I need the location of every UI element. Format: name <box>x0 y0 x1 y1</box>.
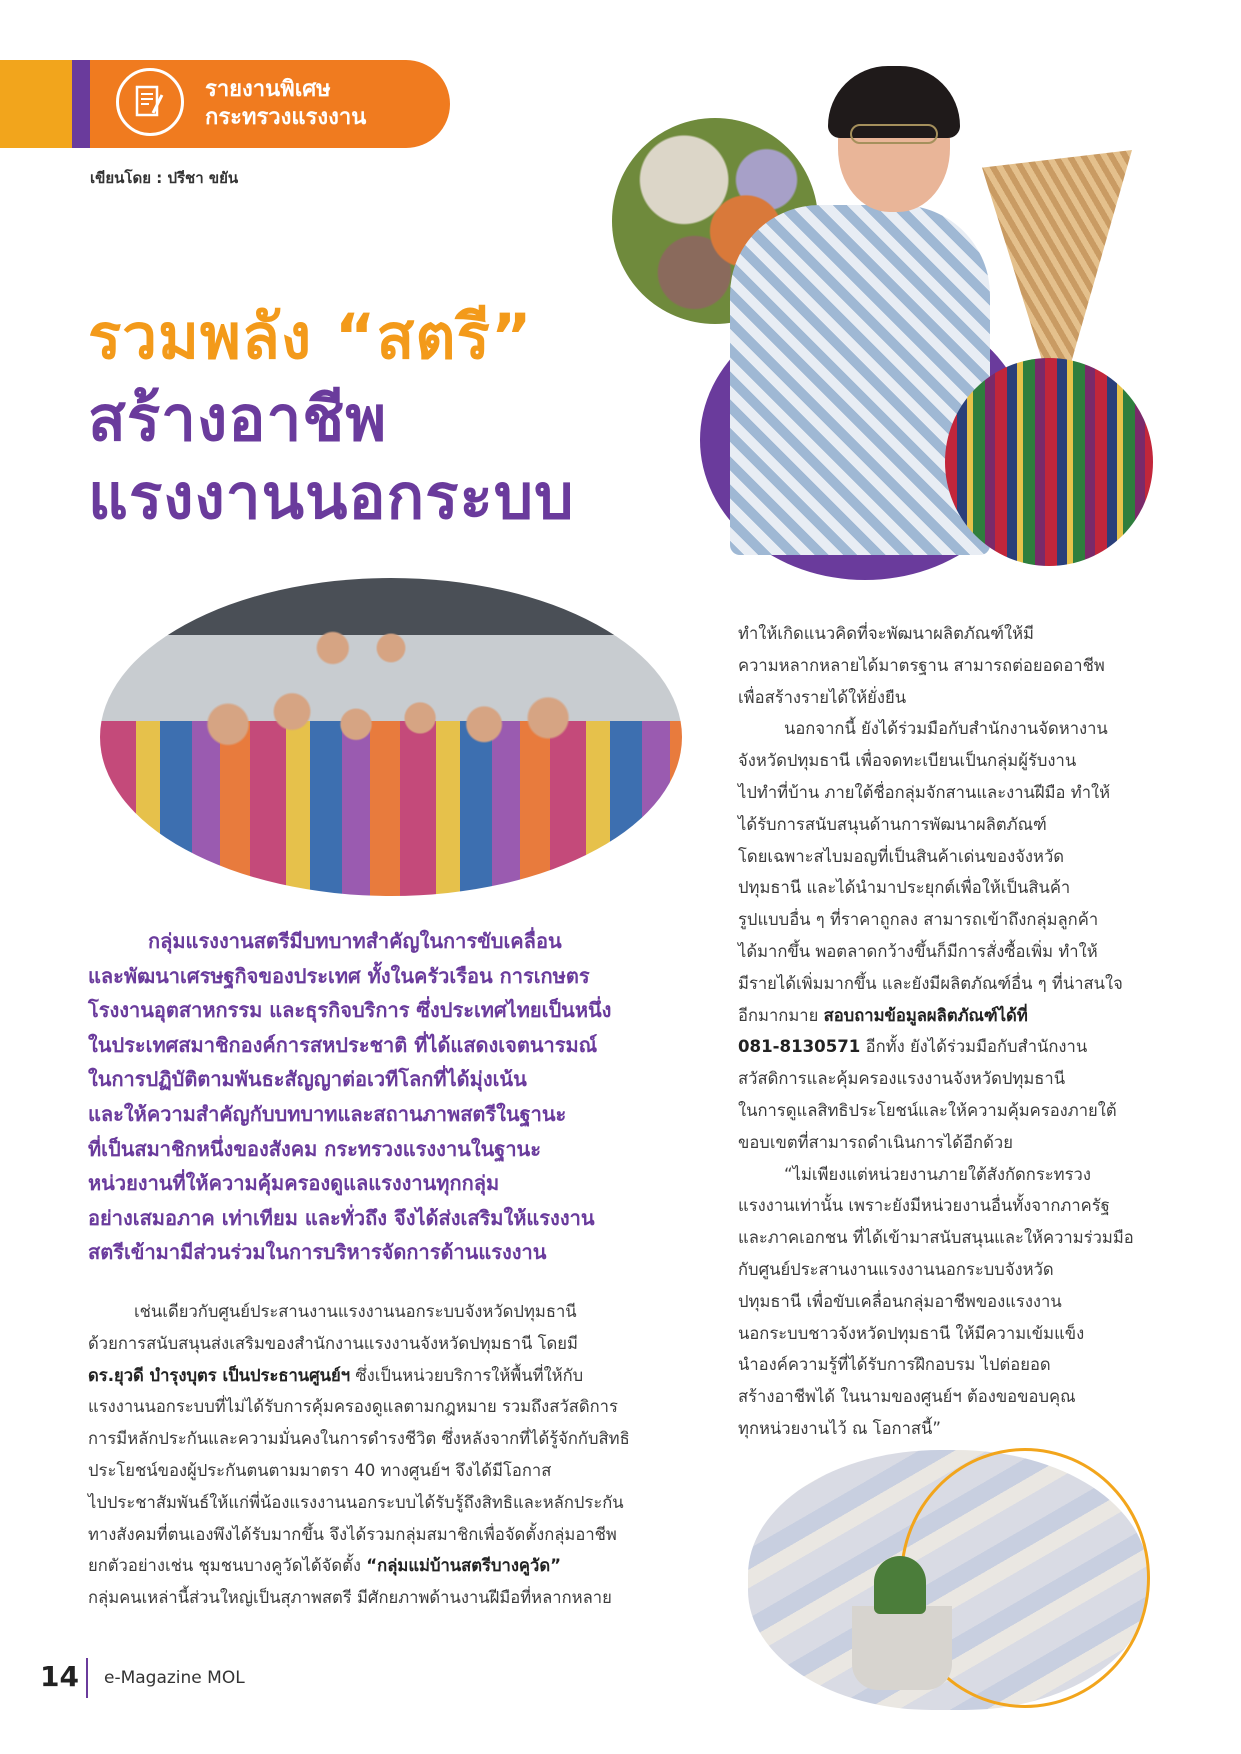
page-number: 14 <box>40 1660 79 1693</box>
magazine-name: e-Magazine MOL <box>104 1668 245 1688</box>
woven-basket-photo <box>982 150 1132 370</box>
body-line: เช่นเดียวกับศูนย์ประสานงานแรงงานนอกระบบจังหวัดปทุมธานี <box>134 1302 577 1321</box>
body-line: ประโยชน์ของผู้ประกันตนตามมาตรา 40 ทางศูนย์ฯ จึงได้มีโอกาส <box>88 1460 552 1480</box>
lead-line: หน่วยงานที่ให้ความคุ้มครองดูแลแรงงานทุกกลุ่ม <box>88 1171 500 1196</box>
body-line <box>738 1000 1158 1032</box>
header-yellow-block <box>0 60 72 148</box>
body-line: การมีหลักประกันและความมั่นคงในการดำรงชีวิต ซึ่งหลังจากที่ได้รู้จักกับสิทธิ <box>88 1429 630 1449</box>
body-line: ทุกหน่วยงานไว้ ณ โอกาสนี้” <box>738 1418 941 1438</box>
body-line: ในการดูแลสิทธิประโยชน์และให้ความคุ้มครองภายใต้ <box>738 1100 1117 1120</box>
lead-line: สตรีเข้ามามีส่วนร่วมในการบริหารจัดการด้านแรงงาน <box>88 1240 547 1265</box>
body-line: กับศูนย์ประสานงานแรงงานนอกระบบจังหวัด <box>738 1259 1054 1279</box>
lead-line: ในการปฏิบัติตามพันธะสัญญาต่อเวทีโลกที่ได้มุ่งเน้น <box>88 1067 527 1092</box>
chairperson-name: ดร.ยุวดี บำรุงบุตร เป็นประธานศูนย์ฯ <box>88 1365 351 1385</box>
lead-line: อย่างเสมอภาค เท่าเทียม และทั่วถึง จึงได้ส่งเสริมให้แรงงาน <box>88 1205 595 1230</box>
lead-paragraph <box>88 924 692 1270</box>
body-line: ปทุมธานี และได้นำมาประยุกต์เพื่อให้เป็นสินค้า <box>738 878 1071 898</box>
lead-line: กลุ่มแรงงานสตรีมีบทบาทสำคัญในการขับเคลื่อน <box>148 929 562 953</box>
body-text: อีกทั้ง ยังได้ร่วมมือกับสำนักงาน <box>860 1037 1088 1057</box>
body-line <box>88 1550 692 1582</box>
body-line: ไปทำที่บ้าน ภายใต้ชื่อกลุ่มจักสานและงานฝีมือ ทำให้ <box>738 782 1111 802</box>
body-text: ยกตัวอย่างเช่น ชุมชนบางคูวัดได้จัดตั้ง <box>88 1556 367 1576</box>
body-line: แรงงานเท่านั้น เพราะยังมีหน่วยงานอื่นทั้งจากภาครัฐ <box>738 1196 1110 1216</box>
body-line: ทำให้เกิดแนวคิดที่จะพัฒนาผลิตภัณฑ์ให้มี <box>738 624 1034 643</box>
lead-line: และพัฒนาเศรษฐกิจของประเทศ ทั้งในครัวเรือน การเกษตร <box>88 963 590 988</box>
body-line: เพื่อสร้างรายได้ให้ยั่งยืน <box>738 687 907 707</box>
body-line: สร้างอาชีพได้ ในนามของศูนย์ฯ ต้องขอขอบคุณ <box>738 1387 1076 1407</box>
left-column-body <box>88 1296 692 1614</box>
body-line: ไปประชาสัมพันธ์ให้แก่พี่น้องแรงงานนอกระบบได้รับรู้ถึงสิทธิและหลักประกัน <box>88 1492 624 1512</box>
portrait-woman-body <box>730 205 990 555</box>
headline-line1: รวมพลัง “สตรี” <box>88 300 533 373</box>
lead-line: ในประเทศสมาชิกองค์การสหประชาติ ที่ได้แสดงเจตนารมณ์ <box>88 1032 598 1057</box>
body-line: มีรายได้เพิ่มมากขึ้น และยังมีผลิตภัณฑ์อื่น ๆ ที่น่าสนใจ <box>738 973 1123 993</box>
headline-line2: สร้างอาชีพ <box>88 382 388 455</box>
contact-label: สอบถามข้อมูลผลิตภัณฑ์ได้ที่ <box>823 1005 1028 1025</box>
lead-line: และให้ความสำคัญกับบทบาทและสถานภาพสตรีในฐานะ <box>88 1101 567 1126</box>
body-line: นำองค์ความรู้ที่ได้รับการฝึกอบรม ไปต่อยอด <box>738 1355 1051 1375</box>
body-line: ความหลากหลายได้มาตรฐาน สามารถต่อยอดอาชีพ <box>738 655 1105 675</box>
lead-line: ที่เป็นสมาชิกหนึ่งของสังคม กระทรวงแรงงานในฐานะ <box>88 1136 541 1161</box>
embroidered-fabric-photo <box>945 358 1153 566</box>
body-text: อีกมากมาย <box>738 1005 824 1025</box>
footer-divider <box>86 1658 88 1698</box>
body-line: ขอบเขตที่สามารถดำเนินการได้อีกด้วย <box>738 1132 1013 1152</box>
group-name: “กลุ่มแม่บ้านสตรีบางคูวัด” <box>366 1556 562 1576</box>
body-line: สวัสดิการและคุ้มครองแรงงานจังหวัดปทุมธานี <box>738 1069 1066 1089</box>
section-label-line1: รายงานพิเศษ <box>205 77 331 102</box>
cactus-pot <box>852 1606 952 1690</box>
headline-line3: แรงงานนอกระบบ <box>88 460 575 533</box>
group-photo-members <box>100 578 682 896</box>
body-line: ได้รับการสนับสนุนด้านการพัฒนาผลิตภัณฑ์ <box>738 814 1047 834</box>
document-pen-icon <box>116 68 184 136</box>
body-line: และภาคเอกชน ที่ได้เข้ามาสนับสนุนและให้ความร่วมมือ <box>738 1228 1134 1248</box>
body-line: รูปแบบอื่น ๆ ที่ราคาถูกลง สามารถเข้าถึงกลุ่มลูกค้า <box>738 910 1099 930</box>
body-line <box>88 1360 692 1392</box>
body-line: แรงงานนอกระบบที่ไม่ได้รับการคุ้มครองดูแลตามกฎหมาย รวมถึงสวัสดิการ <box>88 1397 618 1417</box>
lead-line: โรงงานอุตสาหกรรม และธุรกิจบริการ ซึ่งประเทศไทยเป็นหนึ่ง <box>88 998 612 1023</box>
body-line: กลุ่มคนเหล่านี้ส่วนใหญ่เป็นสุภาพสตรี มีศักยภาพด้านงานฝีมือที่หลากหลาย <box>88 1588 612 1608</box>
cactus-plant <box>874 1556 926 1614</box>
body-line: ทางสังคมที่ตนเองพึงได้รับมากขึ้น จึงได้รวมกลุ่มสมาชิกเพื่อจัดตั้งกลุ่มอาชีพ <box>88 1524 617 1544</box>
contact-phone: 081-8130571 <box>738 1037 861 1057</box>
body-line: ด้วยการสนับสนุนส่งเสริมของสำนักงานแรงงานจังหวัดปทุมธานี โดยมี <box>88 1333 578 1353</box>
body-line <box>738 1031 1158 1063</box>
body-line: นอกระบบชาวจังหวัดปทุมธานี ให้มีความเข้มแข็ง <box>738 1323 1085 1343</box>
section-label-line2: กระทรวงแรงงาน <box>205 105 367 130</box>
body-line: ได้มากขึ้น พอตลาดกว้างขึ้นก็มีการสั่งซื้อเพิ่ม ทำให้ <box>738 941 1098 961</box>
header-purple-stripe <box>72 60 90 148</box>
body-line: โดยเฉพาะสไบมอญที่เป็นสินค้าเด่นของจังหวัด <box>738 846 1065 866</box>
body-line: ปทุมธานี เพื่อขับเคลื่อนกลุ่มอาชีพของแรงงาน <box>738 1291 1062 1311</box>
right-column-body <box>738 618 1158 1445</box>
body-line: นอกจากนี้ ยังได้ร่วมมือกับสำนักงานจัดหางาน <box>784 719 1108 739</box>
body-line: “ไม่เพียงแต่หน่วยงานภายใต้สังกัดกระทรวง <box>784 1164 1091 1184</box>
portrait-woman-glasses <box>850 124 938 144</box>
body-text: ซึ่งเป็นหน่วยบริการให้พื้นที่ให้กับ <box>350 1365 584 1385</box>
body-line: จังหวัดปทุมธานี เพื่อจดทะเบียนเป็นกลุ่มผู้รับงาน <box>738 751 1077 771</box>
author-byline: เขียนโดย : ปรีชา ขยัน <box>90 169 239 187</box>
